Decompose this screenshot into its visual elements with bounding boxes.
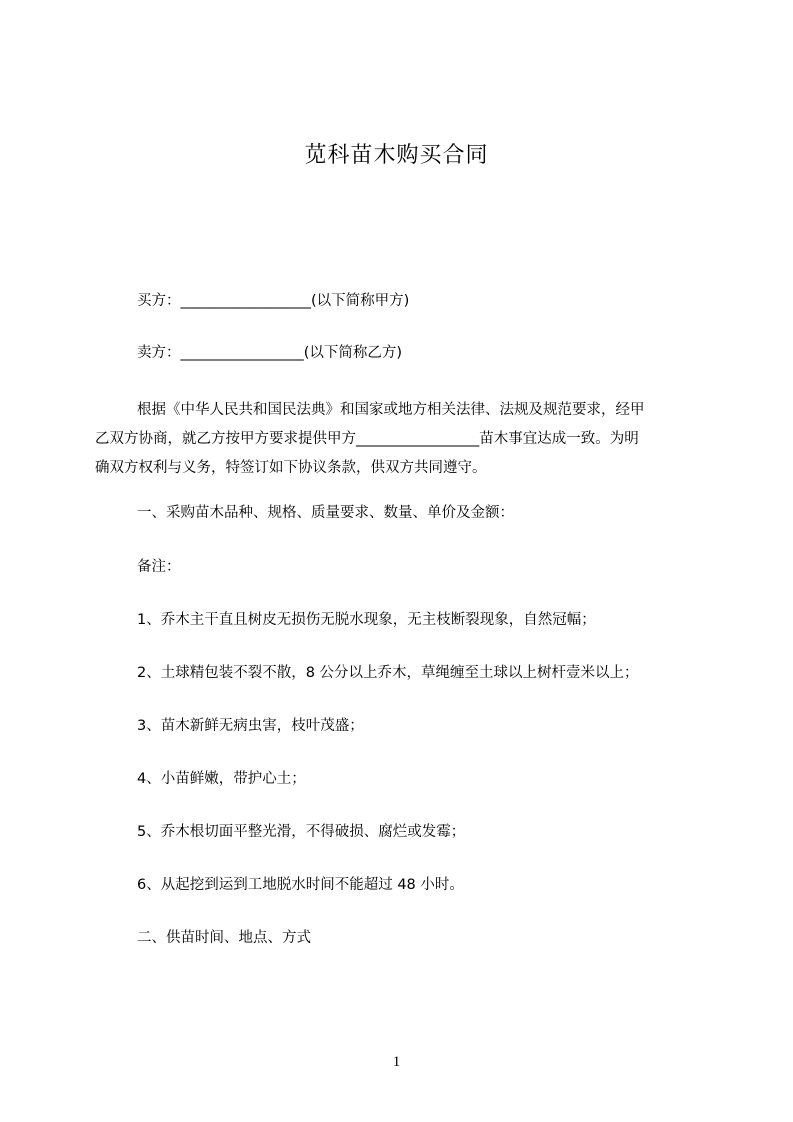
note-item-3: 3、苗木新鲜无病虫害，枝叶茂盛； — [137, 718, 364, 734]
notes-label: 备注： — [137, 559, 181, 575]
note-item-5: 5、乔木根切面平整光滑，不得破损、腐烂或发霉； — [137, 824, 466, 840]
note-item-6: 6、从起挖到运到工地脱水时间不能超过 48 小时。 — [137, 877, 464, 893]
note-item-2: 2、土球精包装不裂不散，8 公分以上乔木，草绳缠至土球以上树杆壹米以上； — [137, 665, 639, 681]
seller-line: 卖方：_________________(以下简称乙方) — [137, 345, 403, 361]
intro-line-2: 乙双方协商，就乙方按甲方要求提供甲方_________________苗木事宜达成一致。为明 — [95, 431, 639, 447]
page-number: 1 — [392, 1054, 401, 1070]
section-1-heading: 一、采购苗木品种、规格、质量要求、数量、单价及金额： — [137, 505, 514, 521]
note-item-1: 1、乔木主干直且树皮无损伤无脱水现象，无主枝断裂现象，自然冠幅； — [137, 612, 596, 628]
intro-line-1: 根据《中华人民共和国民法典》和国家或地方相关法律、法规及规范要求，经甲 — [137, 402, 645, 418]
note-item-4: 4、小苗鲜嫩，带护心土； — [137, 771, 306, 787]
buyer-line: 买方：__________________(以下简称甲方) — [137, 293, 410, 309]
document-title: 苋科苗木购买合同 — [304, 143, 489, 168]
intro-paragraph — [95, 396, 703, 483]
section-2-heading: 二、供苗时间、地点、方式 — [137, 930, 311, 946]
intro-line-3: 确双方权利与义务，特签订如下协议条款，供双方共同遵守。 — [95, 460, 487, 476]
